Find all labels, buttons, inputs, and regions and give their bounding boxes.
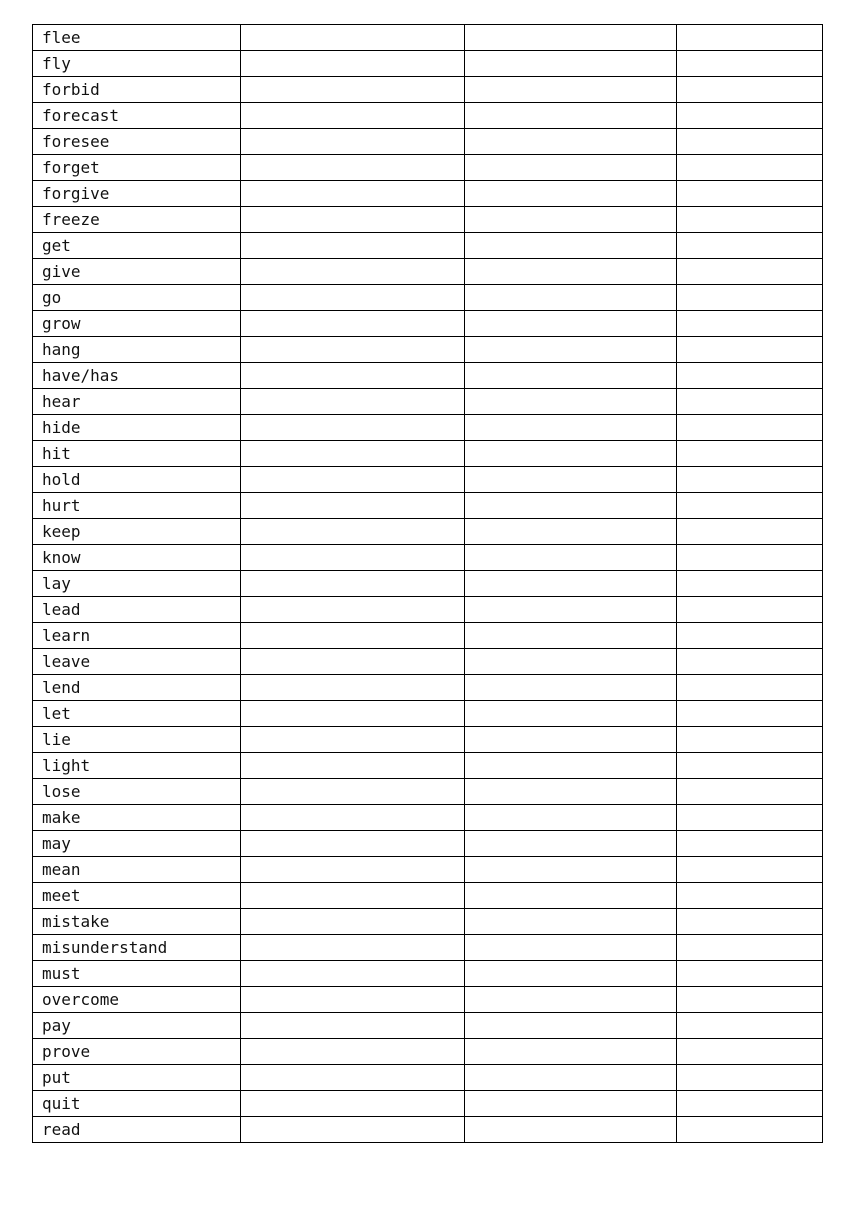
blank-cell-col2[interactable]	[241, 753, 465, 779]
blank-cell-col2[interactable]	[241, 77, 465, 103]
table-row	[33, 675, 823, 701]
table-row	[33, 103, 823, 129]
verb-base-form-cell: lie	[33, 727, 241, 753]
blank-cell-col3[interactable]	[465, 1117, 677, 1143]
blank-cell-col3[interactable]	[465, 831, 677, 857]
table-row	[33, 1039, 823, 1065]
blank-cell-col2[interactable]	[241, 207, 465, 233]
table-row	[33, 51, 823, 77]
blank-cell-col3[interactable]	[465, 805, 677, 831]
table-row	[33, 259, 823, 285]
blank-cell-col4[interactable]	[677, 441, 823, 467]
table-row	[33, 909, 823, 935]
blank-cell-col2[interactable]	[241, 233, 465, 259]
table-row	[33, 883, 823, 909]
blank-cell-col3[interactable]	[465, 363, 677, 389]
blank-cell-col3[interactable]	[465, 207, 677, 233]
blank-cell-col2[interactable]	[241, 805, 465, 831]
blank-cell-col3[interactable]	[465, 961, 677, 987]
blank-cell-col2[interactable]	[241, 1013, 465, 1039]
verb-base-form-cell: lend	[33, 675, 241, 701]
blank-cell-col3[interactable]	[465, 545, 677, 571]
blank-cell-col2[interactable]	[241, 1117, 465, 1143]
blank-cell-col4[interactable]	[677, 857, 823, 883]
verb-base-form-cell: quit	[33, 1091, 241, 1117]
blank-cell-col2[interactable]	[241, 285, 465, 311]
verb-base-form-cell: flee	[33, 25, 241, 51]
blank-cell-col4[interactable]	[677, 831, 823, 857]
blank-cell-col2[interactable]	[241, 545, 465, 571]
verb-base-form-cell: keep	[33, 519, 241, 545]
verb-base-form-cell: freeze	[33, 207, 241, 233]
verb-base-form-cell: hurt	[33, 493, 241, 519]
verb-base-form-cell: misunderstand	[33, 935, 241, 961]
blank-cell-col3[interactable]	[465, 415, 677, 441]
table-row	[33, 1091, 823, 1117]
blank-cell-col4[interactable]	[677, 753, 823, 779]
blank-cell-col4[interactable]	[677, 25, 823, 51]
table-row	[33, 389, 823, 415]
blank-cell-col2[interactable]	[241, 155, 465, 181]
verb-base-form-cell: fly	[33, 51, 241, 77]
blank-cell-col2[interactable]	[241, 987, 465, 1013]
blank-cell-col3[interactable]	[465, 25, 677, 51]
verb-base-form-cell: learn	[33, 623, 241, 649]
blank-cell-col2[interactable]	[241, 961, 465, 987]
verb-base-form-cell: grow	[33, 311, 241, 337]
blank-cell-col4[interactable]	[677, 155, 823, 181]
verb-base-form-cell: give	[33, 259, 241, 285]
blank-cell-col2[interactable]	[241, 311, 465, 337]
table-row	[33, 1013, 823, 1039]
blank-cell-col4[interactable]	[677, 467, 823, 493]
blank-cell-col3[interactable]	[465, 285, 677, 311]
blank-cell-col3[interactable]	[465, 597, 677, 623]
table-row	[33, 441, 823, 467]
blank-cell-col3[interactable]	[465, 467, 677, 493]
verb-base-form-cell: lose	[33, 779, 241, 805]
blank-cell-col3[interactable]	[465, 51, 677, 77]
blank-cell-col3[interactable]	[465, 571, 677, 597]
verb-base-form-cell: mistake	[33, 909, 241, 935]
blank-cell-col2[interactable]	[241, 51, 465, 77]
blank-cell-col4[interactable]	[677, 259, 823, 285]
blank-cell-col2[interactable]	[241, 415, 465, 441]
verb-base-form-cell: prove	[33, 1039, 241, 1065]
blank-cell-col4[interactable]	[677, 1039, 823, 1065]
blank-cell-col3[interactable]	[465, 233, 677, 259]
blank-cell-col3[interactable]	[465, 935, 677, 961]
table-row	[33, 753, 823, 779]
blank-cell-col3[interactable]	[465, 129, 677, 155]
blank-cell-col4[interactable]	[677, 1065, 823, 1091]
verb-base-form-cell: forget	[33, 155, 241, 181]
blank-cell-col2[interactable]	[241, 935, 465, 961]
verb-table-body	[33, 25, 823, 1143]
blank-cell-col4[interactable]	[677, 675, 823, 701]
table-row	[33, 597, 823, 623]
table-row	[33, 415, 823, 441]
verb-base-form-cell: hear	[33, 389, 241, 415]
blank-cell-col2[interactable]	[241, 649, 465, 675]
blank-cell-col3[interactable]	[465, 389, 677, 415]
table-row	[33, 233, 823, 259]
blank-cell-col2[interactable]	[241, 623, 465, 649]
blank-cell-col4[interactable]	[677, 233, 823, 259]
blank-cell-col4[interactable]	[677, 77, 823, 103]
blank-cell-col2[interactable]	[241, 441, 465, 467]
blank-cell-col4[interactable]	[677, 129, 823, 155]
table-row	[33, 519, 823, 545]
blank-cell-col4[interactable]	[677, 363, 823, 389]
table-row	[33, 623, 823, 649]
verb-base-form-cell: make	[33, 805, 241, 831]
verb-base-form-cell: forgive	[33, 181, 241, 207]
verb-base-form-cell: hit	[33, 441, 241, 467]
table-row	[33, 545, 823, 571]
blank-cell-col2[interactable]	[241, 597, 465, 623]
blank-cell-col2[interactable]	[241, 571, 465, 597]
verb-base-form-cell: must	[33, 961, 241, 987]
table-row	[33, 181, 823, 207]
verb-base-form-cell: foresee	[33, 129, 241, 155]
blank-cell-col3[interactable]	[465, 701, 677, 727]
blank-cell-col2[interactable]	[241, 831, 465, 857]
blank-cell-col2[interactable]	[241, 675, 465, 701]
blank-cell-col3[interactable]	[465, 103, 677, 129]
verb-base-form-cell: read	[33, 1117, 241, 1143]
blank-cell-col2[interactable]	[241, 129, 465, 155]
blank-cell-col3[interactable]	[465, 519, 677, 545]
table-row	[33, 207, 823, 233]
blank-cell-col3[interactable]	[465, 1091, 677, 1117]
blank-cell-col4[interactable]	[677, 337, 823, 363]
verb-base-form-cell: lay	[33, 571, 241, 597]
blank-cell-col3[interactable]	[465, 337, 677, 363]
blank-cell-col3[interactable]	[465, 753, 677, 779]
irregular-verbs-table	[32, 24, 823, 1143]
blank-cell-col2[interactable]	[241, 1091, 465, 1117]
blank-cell-col2[interactable]	[241, 389, 465, 415]
table-row	[33, 1065, 823, 1091]
table-row	[33, 311, 823, 337]
verb-base-form-cell: lead	[33, 597, 241, 623]
table-row	[33, 935, 823, 961]
blank-cell-col2[interactable]	[241, 857, 465, 883]
verb-base-form-cell: know	[33, 545, 241, 571]
blank-cell-col4[interactable]	[677, 909, 823, 935]
blank-cell-col4[interactable]	[677, 1117, 823, 1143]
verb-base-form-cell: hide	[33, 415, 241, 441]
verb-base-form-cell: go	[33, 285, 241, 311]
verb-base-form-cell: pay	[33, 1013, 241, 1039]
blank-cell-col3[interactable]	[465, 987, 677, 1013]
blank-cell-col3[interactable]	[465, 883, 677, 909]
blank-cell-col4[interactable]	[677, 597, 823, 623]
table-row	[33, 961, 823, 987]
verb-base-form-cell: may	[33, 831, 241, 857]
table-row	[33, 285, 823, 311]
blank-cell-col3[interactable]	[465, 1039, 677, 1065]
blank-cell-col2[interactable]	[241, 519, 465, 545]
blank-cell-col3[interactable]	[465, 727, 677, 753]
blank-cell-col3[interactable]	[465, 77, 677, 103]
blank-cell-col3[interactable]	[465, 493, 677, 519]
blank-cell-col3[interactable]	[465, 857, 677, 883]
blank-cell-col4[interactable]	[677, 779, 823, 805]
blank-cell-col4[interactable]	[677, 987, 823, 1013]
verb-base-form-cell: mean	[33, 857, 241, 883]
blank-cell-col4[interactable]	[677, 389, 823, 415]
table-row	[33, 987, 823, 1013]
table-row	[33, 467, 823, 493]
blank-cell-col2[interactable]	[241, 779, 465, 805]
verb-base-form-cell: hang	[33, 337, 241, 363]
blank-cell-col4[interactable]	[677, 207, 823, 233]
verb-base-form-cell: let	[33, 701, 241, 727]
table-row	[33, 363, 823, 389]
blank-cell-col3[interactable]	[465, 623, 677, 649]
blank-cell-col4[interactable]	[677, 1013, 823, 1039]
blank-cell-col4[interactable]	[677, 961, 823, 987]
blank-cell-col4[interactable]	[677, 727, 823, 753]
blank-cell-col4[interactable]	[677, 519, 823, 545]
blank-cell-col2[interactable]	[241, 181, 465, 207]
table-row	[33, 779, 823, 805]
blank-cell-col4[interactable]	[677, 181, 823, 207]
blank-cell-col2[interactable]	[241, 909, 465, 935]
blank-cell-col2[interactable]	[241, 467, 465, 493]
verb-base-form-cell: have/has	[33, 363, 241, 389]
blank-cell-col2[interactable]	[241, 1065, 465, 1091]
table-row	[33, 493, 823, 519]
table-row	[33, 155, 823, 181]
table-row	[33, 701, 823, 727]
blank-cell-col2[interactable]	[241, 25, 465, 51]
blank-cell-col3[interactable]	[465, 311, 677, 337]
blank-cell-col3[interactable]	[465, 909, 677, 935]
verb-base-form-cell: light	[33, 753, 241, 779]
blank-cell-col2[interactable]	[241, 103, 465, 129]
verb-base-form-cell: forbid	[33, 77, 241, 103]
blank-cell-col2[interactable]	[241, 337, 465, 363]
verb-base-form-cell: get	[33, 233, 241, 259]
table-row	[33, 1117, 823, 1143]
blank-cell-col3[interactable]	[465, 155, 677, 181]
verb-base-form-cell: overcome	[33, 987, 241, 1013]
blank-cell-col3[interactable]	[465, 181, 677, 207]
blank-cell-col4[interactable]	[677, 935, 823, 961]
blank-cell-col4[interactable]	[677, 103, 823, 129]
verb-base-form-cell: leave	[33, 649, 241, 675]
table-row	[33, 831, 823, 857]
blank-cell-col4[interactable]	[677, 805, 823, 831]
blank-cell-col4[interactable]	[677, 311, 823, 337]
blank-cell-col4[interactable]	[677, 415, 823, 441]
table-row	[33, 805, 823, 831]
blank-cell-col3[interactable]	[465, 675, 677, 701]
verb-base-form-cell: hold	[33, 467, 241, 493]
blank-cell-col2[interactable]	[241, 883, 465, 909]
table-row	[33, 857, 823, 883]
table-row	[33, 337, 823, 363]
blank-cell-col4[interactable]	[677, 883, 823, 909]
blank-cell-col4[interactable]	[677, 649, 823, 675]
table-row	[33, 129, 823, 155]
blank-cell-col3[interactable]	[465, 649, 677, 675]
blank-cell-col3[interactable]	[465, 1065, 677, 1091]
table-row	[33, 649, 823, 675]
blank-cell-col3[interactable]	[465, 259, 677, 285]
blank-cell-col3[interactable]	[465, 441, 677, 467]
blank-cell-col2[interactable]	[241, 1039, 465, 1065]
verb-base-form-cell: put	[33, 1065, 241, 1091]
blank-cell-col4[interactable]	[677, 701, 823, 727]
blank-cell-col2[interactable]	[241, 363, 465, 389]
blank-cell-col2[interactable]	[241, 701, 465, 727]
blank-cell-col2[interactable]	[241, 259, 465, 285]
blank-cell-col4[interactable]	[677, 51, 823, 77]
blank-cell-col4[interactable]	[677, 285, 823, 311]
verb-base-form-cell: meet	[33, 883, 241, 909]
blank-cell-col2[interactable]	[241, 727, 465, 753]
blank-cell-col3[interactable]	[465, 1013, 677, 1039]
blank-cell-col3[interactable]	[465, 779, 677, 805]
table-row	[33, 727, 823, 753]
blank-cell-col2[interactable]	[241, 493, 465, 519]
table-row	[33, 25, 823, 51]
table-row	[33, 77, 823, 103]
blank-cell-col4[interactable]	[677, 545, 823, 571]
table-row	[33, 571, 823, 597]
verb-base-form-cell: forecast	[33, 103, 241, 129]
blank-cell-col4[interactable]	[677, 571, 823, 597]
blank-cell-col4[interactable]	[677, 1091, 823, 1117]
blank-cell-col4[interactable]	[677, 623, 823, 649]
blank-cell-col4[interactable]	[677, 493, 823, 519]
